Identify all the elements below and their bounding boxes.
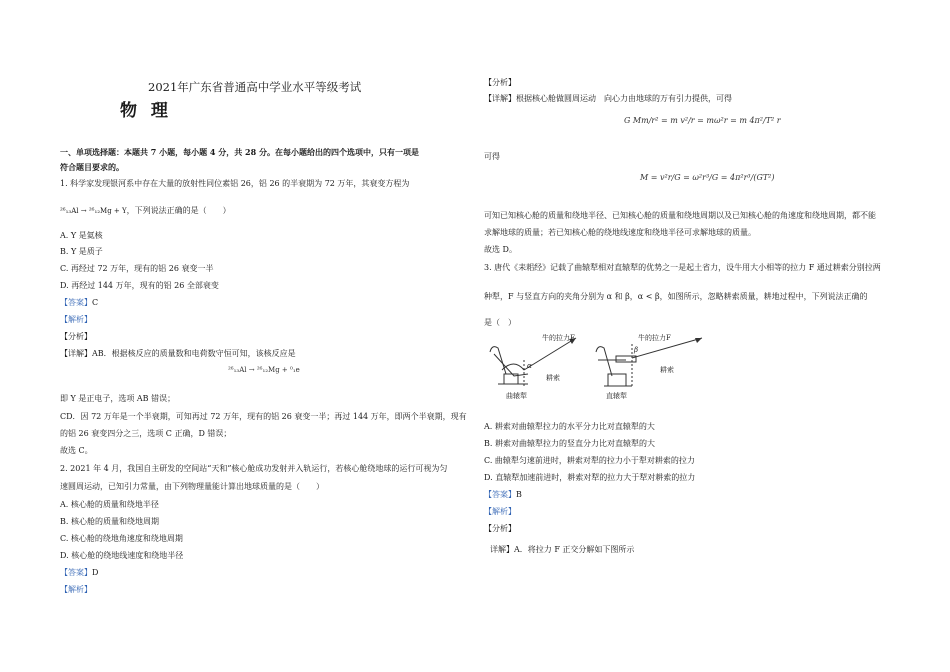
q2-answer: D [92, 568, 99, 577]
q1-answer-line [60, 297, 98, 308]
q3-fenxi-label: 【分析】 [484, 524, 516, 533]
q1-line-y: 即 Y 是正电子，选项 AB 错误； [60, 394, 176, 403]
q3-answer-line [484, 489, 522, 500]
q2-conclusion: 故选 D。 [484, 245, 517, 254]
q3-answer: B [516, 490, 522, 499]
q2-answer-line [60, 567, 98, 578]
q1-reaction-formula: ²⁶₁₃Al → ²⁶₁₂Mg + ⁰₁e [228, 366, 300, 374]
q2-detail: 【详解】根据核心舱做圆周运动 向心力由地球的万有引力提供，可得 [484, 94, 732, 103]
section-instruction-line1: 一、单项选择题：本题共 7 小题，每小题 4 分，共 28 分。在每小题给出的四个选项中，只有一项是 [60, 147, 419, 157]
q1-equation-line [60, 205, 231, 217]
straight-rope-label: 耕索 [660, 366, 674, 374]
q1-answer: C [92, 298, 99, 307]
curved-force-label: 牛的拉力F [542, 334, 575, 342]
straight-plough-caption: 直辕犁 [606, 392, 627, 400]
straight-plough-figure [592, 330, 712, 402]
q3-option-a: A. 耕索对曲辕犁拉力的水平分力比对直辕犁的大 [484, 422, 655, 431]
q1-equation-tail: ，下列说法正确的是（ ） [126, 206, 231, 215]
q1-analysis-label: 【解析】 [60, 315, 92, 324]
q3-stem-line1: 3. 唐代《耒耜经》记载了曲辕犁相对直辕犁的优势之一是起土省力，设牛用大小相等的拉力 F 通过耕索分别拉两 [484, 263, 881, 272]
q2-explanation-line1: 可知已知核心舱的质量和绕地半径、已知核心舱的质量和绕地周期以及已知核心舱的角速度和绕地周期，都不能 [484, 211, 876, 220]
q1-line-cd2: 的铝 26 衰变四分之三，选项 C 正确，D 错误； [60, 429, 232, 438]
section-instruction-line2: 符合题目要求的。 [60, 162, 124, 172]
q2-formula-1: G Mm/r² = m v²/r = mω²r = m 4π²/T² r [624, 116, 781, 125]
q3-stem-line3: 是（ ） [484, 318, 516, 327]
q1-option-d: D. 再经过 144 万年，现有的铝 26 全部衰变 [60, 281, 219, 290]
q2-formula-2: M = v²r/G = ω²r³/G = 4π²r³/(GT²) [640, 173, 775, 182]
q2-option-c: C. 核心舱的绕地角速度和绕地周期 [60, 534, 183, 543]
exam-title: 2021年广东省普通高中学业水平等级考试 [148, 80, 362, 94]
q3-stem-line2: 种犁，F 与竖直方向的夹角分别为 α 和 β，α < β，如图所示，忽略耕索质量，耕地过程中，下列说法正确的 [484, 292, 868, 301]
q3-option-d: D. 直辕犁加速前进时，耕索对犁的拉力大于犁对耕索的拉力 [484, 473, 696, 482]
q2-answer-label: 【答案】 [60, 568, 92, 577]
q2-explanation-line2: 求解地球的质量；若已知核心舱的绕地线速度和绕地半径可求解地球的质量。 [484, 228, 756, 237]
q3-option-b: B. 耕索对曲辕犁拉力的竖直分力比对直辕犁的大 [484, 439, 655, 448]
q2-option-b: B. 核心舱的质量和绕地周期 [60, 517, 159, 526]
q1-option-a: A. Y 是氦核 [60, 231, 103, 240]
curved-rope-label: 耕索 [546, 374, 560, 382]
q1-line-cd1: CD．因 72 万年是一个半衰期，可知再过 72 万年，现有的铝 26 衰变一半；再过 144 万年，即两个半衰期，现有 [60, 412, 467, 421]
q3-analysis-label: 【解析】 [484, 507, 516, 516]
subject-heading: 物 理 [120, 101, 172, 121]
alpha-label: α [527, 362, 532, 370]
q1-detail: 【详解】AB．根据核反应的质量数和电荷数守恒可知，该核反应是 [60, 349, 296, 358]
q2-fenxi-label: 【分析】 [484, 78, 516, 87]
q3-detail: 详解】A．将拉力 F 正交分解如下图所示 [490, 545, 635, 554]
q1-option-c: C. 再经过 72 万年，现有的铝 26 衰变一半 [60, 264, 214, 273]
curved-plough-figure [484, 330, 594, 402]
q1-answer-label: 【答案】 [60, 298, 92, 307]
q3-answer-label: 【答案】 [484, 490, 516, 499]
q1-option-b: B. Y 是质子 [60, 247, 103, 256]
q2-analysis-label: 【解析】 [60, 585, 92, 594]
q1-fenxi-label: 【分析】 [60, 332, 92, 341]
beta-label: β [634, 346, 639, 354]
curved-plough-caption: 曲辕犁 [506, 392, 527, 400]
q2-option-d: D. 核心舱的绕地线速度和绕地半径 [60, 551, 184, 560]
q2-stem-line2: 速圆周运动，已知引力常量，由下列物理量能计算出地球质量的是（ ） [60, 482, 324, 491]
q2-option-a: A. 核心舱的质量和绕地半径 [60, 500, 159, 509]
q1-conclusion: 故选 C。 [60, 446, 93, 455]
q2-kede: 可得 [484, 152, 500, 161]
q2-stem-line1: 2. 2021 年 4 月，我国自主研发的空间站“天和”核心舱成功发射并入轨运行，若核心舱绕地球的运行可视为匀 [60, 464, 448, 473]
straight-force-label: 牛的拉力F [638, 334, 671, 342]
q3-option-c: C. 曲辕犁匀速前进时，耕索对犁的拉力小于犁对耕索的拉力 [484, 456, 695, 465]
q1-stem: 1. 科学家发现银河系中存在大量的放射性同位素铝 26，铝 26 的半衰期为 72 万年，其衰变方程为 [60, 179, 410, 188]
q1-equation: ²⁶₁₃Al → ²⁶₁₂Mg + Y [60, 207, 127, 215]
